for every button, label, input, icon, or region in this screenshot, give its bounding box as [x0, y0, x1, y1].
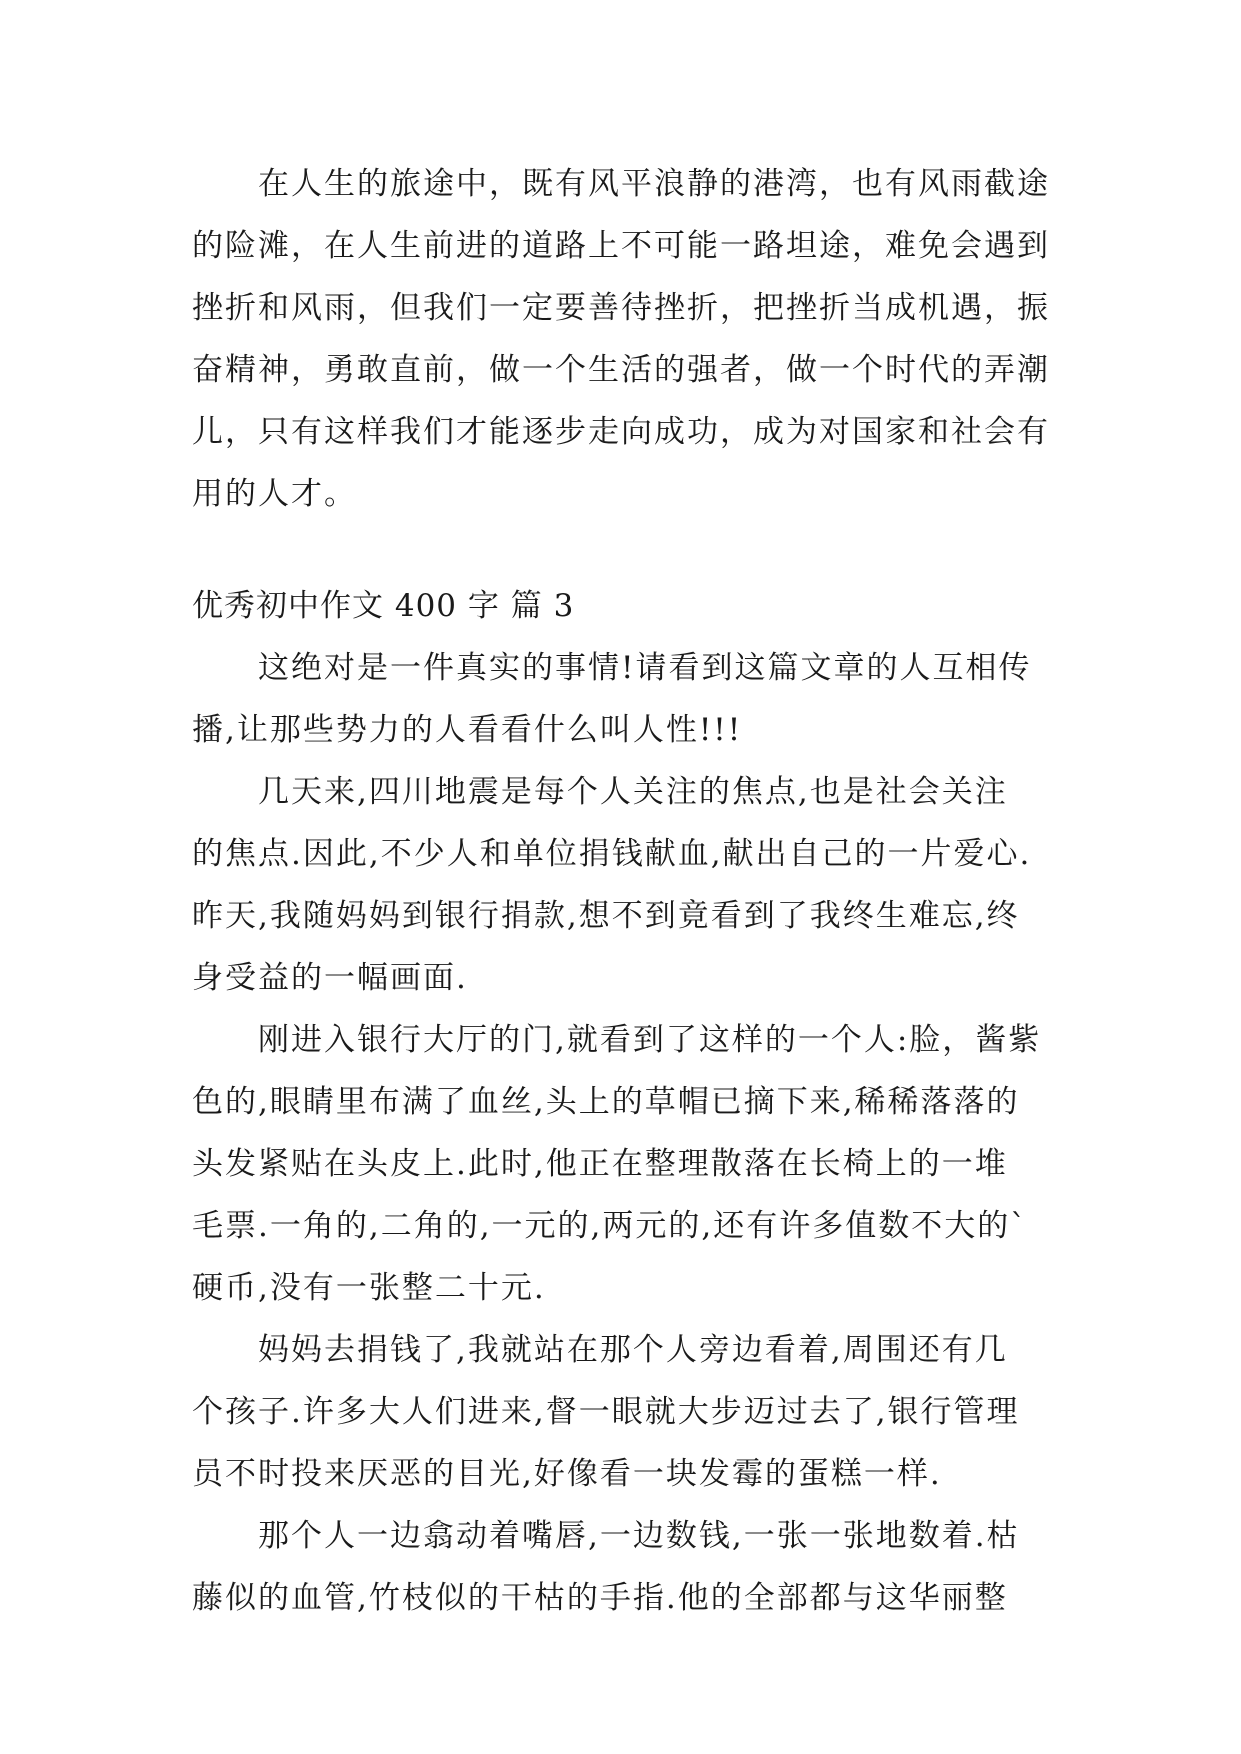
paragraph-line: 的焦点.因此,不少人和单位捐钱献血,献出自己的一片爱心.: [192, 836, 1032, 872]
paragraph-line: 奋精神，勇敢直前，做一个生活的强者，做一个时代的弄潮: [192, 352, 1050, 388]
paragraph-line: 硬币,没有一张整二十元.: [192, 1270, 546, 1306]
section-heading: 优秀初中作文 400 字 篇 3: [192, 588, 575, 624]
paragraph-line: 用的人才。: [192, 476, 357, 512]
paragraph-line: 几天来,四川地震是每个人关注的焦点,也是社会关注: [258, 774, 1008, 810]
paragraph-line: 身受益的一幅画面.: [192, 960, 468, 996]
paragraph-line: 毛票.一角的,二角的,一元的,两元的,还有许多值数不大的`: [192, 1208, 1028, 1244]
paragraph-line: 在人生的旅途中，既有风平浪静的港湾，也有风雨截途: [258, 166, 1050, 202]
paragraph-line: 个孩子.许多大人们进来,督一眼就大步迈过去了,银行管理: [192, 1394, 1020, 1430]
paragraph-line: 这绝对是一件真实的事情!请看到这篇文章的人互相传: [258, 650, 1032, 686]
paragraph-line: 播,让那些势力的人看看什么叫人性!!!: [192, 712, 743, 748]
paragraph-line: 那个人一边翕动着嘴唇,一边数钱,一张一张地数着.枯: [258, 1518, 1020, 1554]
paragraph-line: 昨天,我随妈妈到银行捐款,想不到竟看到了我终生难忘,终: [192, 898, 1020, 934]
paragraph-line: 刚进入银行大厅的门,就看到了这样的一个人:脸，酱紫: [258, 1022, 1042, 1058]
paragraph-line: 儿，只有这样我们才能逐步走向成功，成为对国家和社会有: [192, 414, 1050, 450]
paragraph-line: 的险滩，在人生前进的道路上不可能一路坦途，难免会遇到: [192, 228, 1050, 264]
paragraph-line: 挫折和风雨，但我们一定要善待挫折，把挫折当成机遇，振: [192, 290, 1050, 326]
paragraph-line: 色的,眼睛里布满了血丝,头上的草帽已摘下来,稀稀落落的: [192, 1084, 1020, 1120]
paragraph-line: 藤似的血管,竹枝似的干枯的手指.他的全部都与这华丽整: [192, 1580, 1008, 1616]
paragraph-line: 头发紧贴在头皮上.此时,他正在整理散落在长椅上的一堆: [192, 1146, 1008, 1182]
paragraph-line: 员不时投来厌恶的目光,好像看一块发霉的蛋糕一样.: [192, 1456, 942, 1492]
paragraph-line: 妈妈去捐钱了,我就站在那个人旁边看着,周围还有几: [258, 1332, 1008, 1368]
